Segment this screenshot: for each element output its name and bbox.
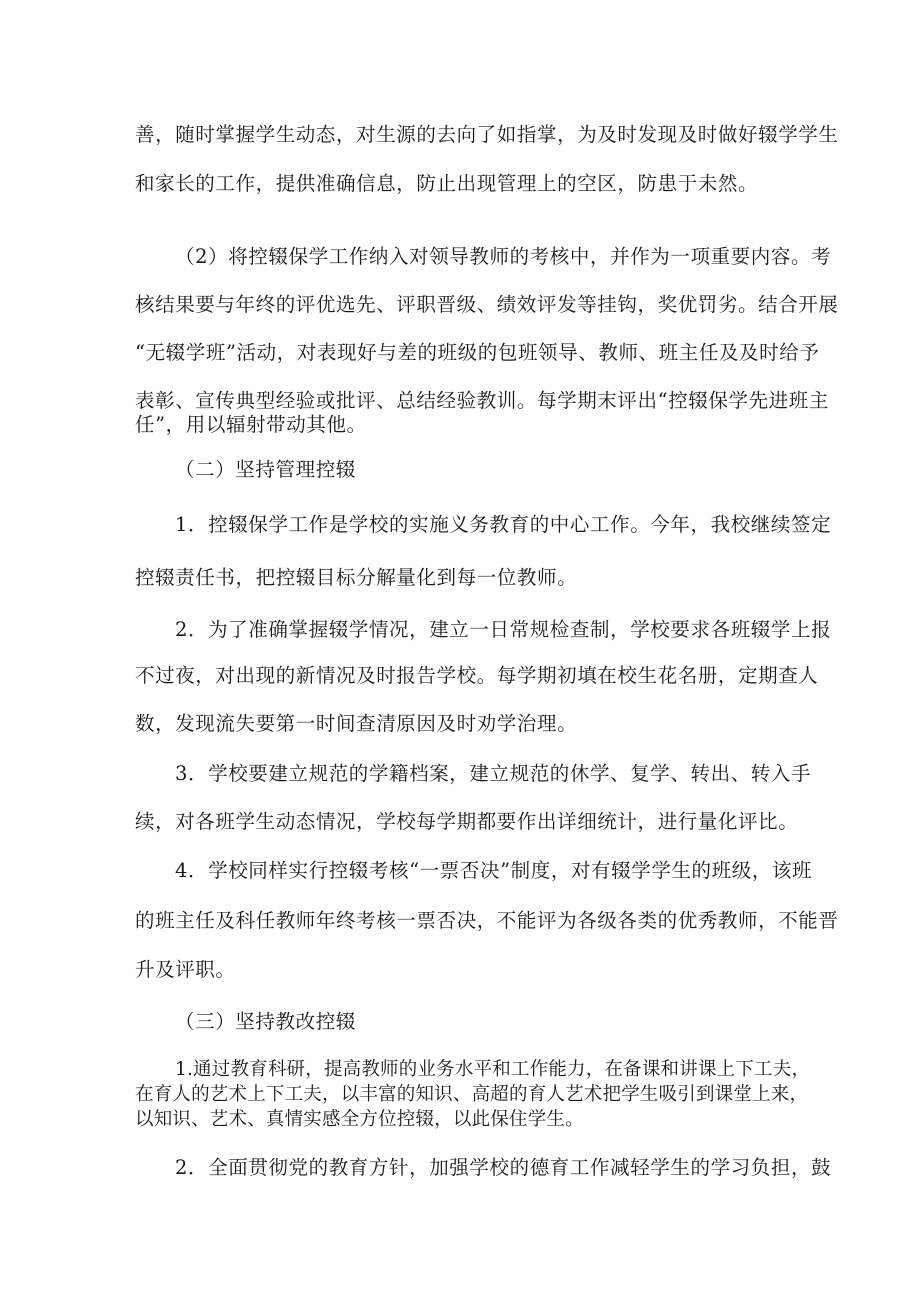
paragraph-line: 3．学校要建立规范的学籍档案，建立规范的休学、复学、转出、转入手 xyxy=(175,762,812,785)
paragraph-line: 升及评职。 xyxy=(135,958,236,981)
paragraph-line: 表彰、宣传典型经验或批评、总结经验教训。每学期末评出“控辍保学先进班主 xyxy=(135,389,829,412)
paragraph-line: 2．为了准确掌握辍学情况，建立一日常规检查制，学校要求各班辍学上报 xyxy=(175,618,832,641)
paragraph-line: （2）将控辍保学工作纳入对领导教师的考核中，并作为一项重要内容。考 xyxy=(175,245,832,268)
paragraph-line: 不过夜，对出现的新情况及时报告学校。每学期初填在校生花名册，定期查人 xyxy=(135,664,819,687)
paragraph-line: 以知识、艺术、真情实感全方位控辍，以此保住学生。 xyxy=(135,1109,584,1130)
paragraph-line: 和家长的工作，提供准确信息，防止出现管理上的空区，防患于未然。 xyxy=(135,172,759,195)
section-heading: （二）坚持管理控辍 xyxy=(175,458,356,481)
paragraph-line: 的班主任及科任教师年终考核一票否决，不能评为各级各类的优秀教师，不能晋 xyxy=(135,909,839,932)
paragraph-line: 1．控辍保学工作是学校的实施义务教育的中心工作。今年，我校继续签定 xyxy=(175,513,832,536)
paragraph-line: 1.通过教育科研，提高教师的业务水平和工作能力，在备课和讲课上下工夫， xyxy=(175,1059,811,1080)
paragraph-line: 任”，用以辐射带动其他。 xyxy=(135,413,367,436)
paragraph-line: 控辍责任书，把控辍目标分解量化到每一位教师。 xyxy=(135,566,578,589)
paragraph-line: 核结果要与年终的评优选先、评职晋级、绩效评发等挂钩，奖优罚劣。结合开展 xyxy=(135,293,839,316)
paragraph-line: 数，发现流失要第一时间查清原因及时劝学治理。 xyxy=(135,712,578,735)
paragraph-line: 善，随时掌握学生动态，对生源的去向了如指掌，为及时发现及时做好辍学学生 xyxy=(135,123,839,146)
paragraph-line: 在育人的艺术上下工夫，以丰富的知识、高超的育人艺术把学生吸引到课堂上来， xyxy=(135,1084,809,1105)
paragraph-line: 2．全面贯彻党的教育方针，加强学校的德育工作减轻学生的学习负担，鼓 xyxy=(175,1156,832,1179)
section-heading: （三）坚持教改控辍 xyxy=(175,1010,356,1033)
paragraph-line: 4．学校同样实行控辍考核“一票否决”制度，对有辍学学生的班级，该班 xyxy=(175,859,813,882)
paragraph-line: “无辍学班”活动，对表现好与差的班级的包班领导、教师、班主任及及时给予 xyxy=(135,341,820,364)
paragraph-line: 续，对各班学生动态情况，学校每学期都要作出详细统计，进行量化评比。 xyxy=(135,810,799,833)
